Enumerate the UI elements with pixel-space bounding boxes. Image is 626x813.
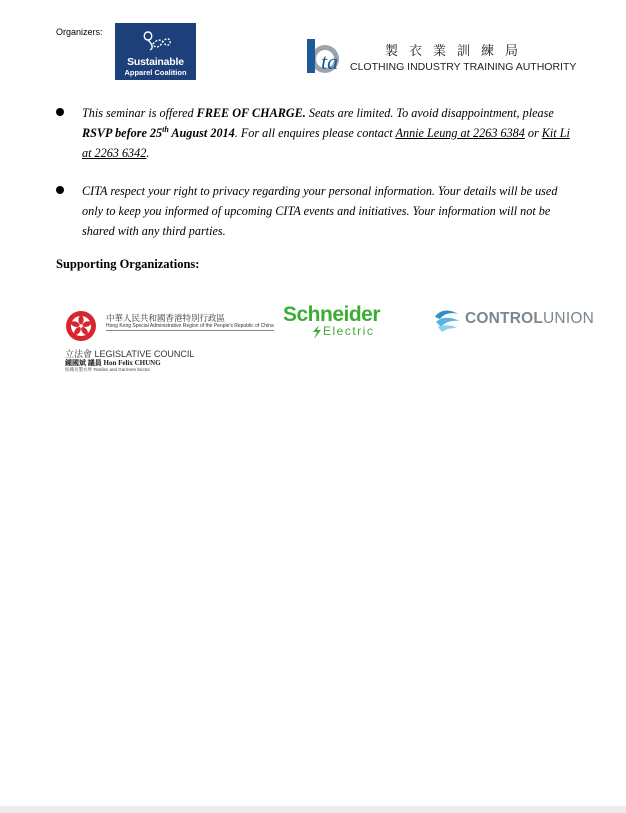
rsvp-deadline: RSVP before 25th August 2014 bbox=[82, 124, 235, 140]
sac-infinity-icon bbox=[140, 28, 172, 54]
sac-name-line1: Sustainable bbox=[127, 56, 184, 68]
hksar-chinese-name: 中華人民共和國香港特別行政區 bbox=[106, 314, 226, 324]
cita-logo bbox=[305, 37, 585, 77]
bullet-dot-icon bbox=[56, 108, 64, 116]
supporting-organizations-heading: Supporting Organizations: bbox=[56, 257, 200, 271]
list-item bbox=[56, 181, 576, 241]
legco-name: 立法會 LEGISLATIVE COUNCIL bbox=[65, 349, 195, 359]
hksar-english-name: Hong Kong Special Administrative Region of the People's Republic of China bbox=[106, 323, 274, 329]
controlunion-name: CONTROLUNION bbox=[465, 310, 594, 327]
sustainable-apparel-coalition-logo bbox=[115, 23, 196, 80]
bullet-dot-icon bbox=[56, 186, 64, 194]
legco-member-name: 鍾國斌 議員 Hon Felix CHUNG bbox=[65, 359, 161, 367]
controlunion-logo bbox=[432, 307, 592, 335]
contact-annie-leung-link[interactable]: Annie Leung at 2263 6384 bbox=[395, 126, 525, 140]
list-item: This seminar is offered FREE OF CHARGE. Seats are limited. To avoid disappointment, please RSVP before 25th August 2014. For all enquires please contact Annie Leung at 2263 6384 or Kit Li at 2263 6342. bbox=[56, 103, 576, 163]
sac-name-line2: Apparel Coalition bbox=[124, 68, 187, 77]
free-of-charge-text: FREE OF CHARGE. bbox=[196, 106, 306, 120]
cita-chinese-name: 製衣業訓練局 bbox=[385, 44, 530, 59]
organizers-label: Organizers: bbox=[56, 27, 103, 37]
schneider-bolt-icon bbox=[311, 325, 323, 339]
bauhinia-emblem-icon bbox=[64, 310, 100, 342]
cita-english-name: CLOTHING INDUSTRY TRAINING AUTHORITY bbox=[350, 61, 577, 73]
contact-kit-li-link[interactable]: Kit Li at 2263 6342 bbox=[82, 126, 570, 160]
schneider-name: Schneider bbox=[283, 303, 381, 326]
schneider-subname: Electric bbox=[323, 324, 375, 338]
privacy-statement: CITA respect your right to privacy regarding your personal information. Your details will be used only to keep you informed of upcoming CITA events and initiatives. Your information will not be shared with any third parties. bbox=[82, 184, 558, 238]
bullet-list bbox=[56, 103, 576, 259]
svg-text:ta: ta bbox=[321, 49, 339, 74]
controlunion-wave-icon bbox=[432, 307, 462, 333]
hksar-legco-logo bbox=[62, 310, 274, 374]
cita-logo-icon bbox=[305, 37, 349, 75]
schneider-electric-logo bbox=[283, 303, 399, 339]
legco-sector-name: 紡織及製衣界 Textiles and Garment Sector bbox=[65, 367, 151, 372]
page-bottom-edge bbox=[0, 806, 626, 813]
